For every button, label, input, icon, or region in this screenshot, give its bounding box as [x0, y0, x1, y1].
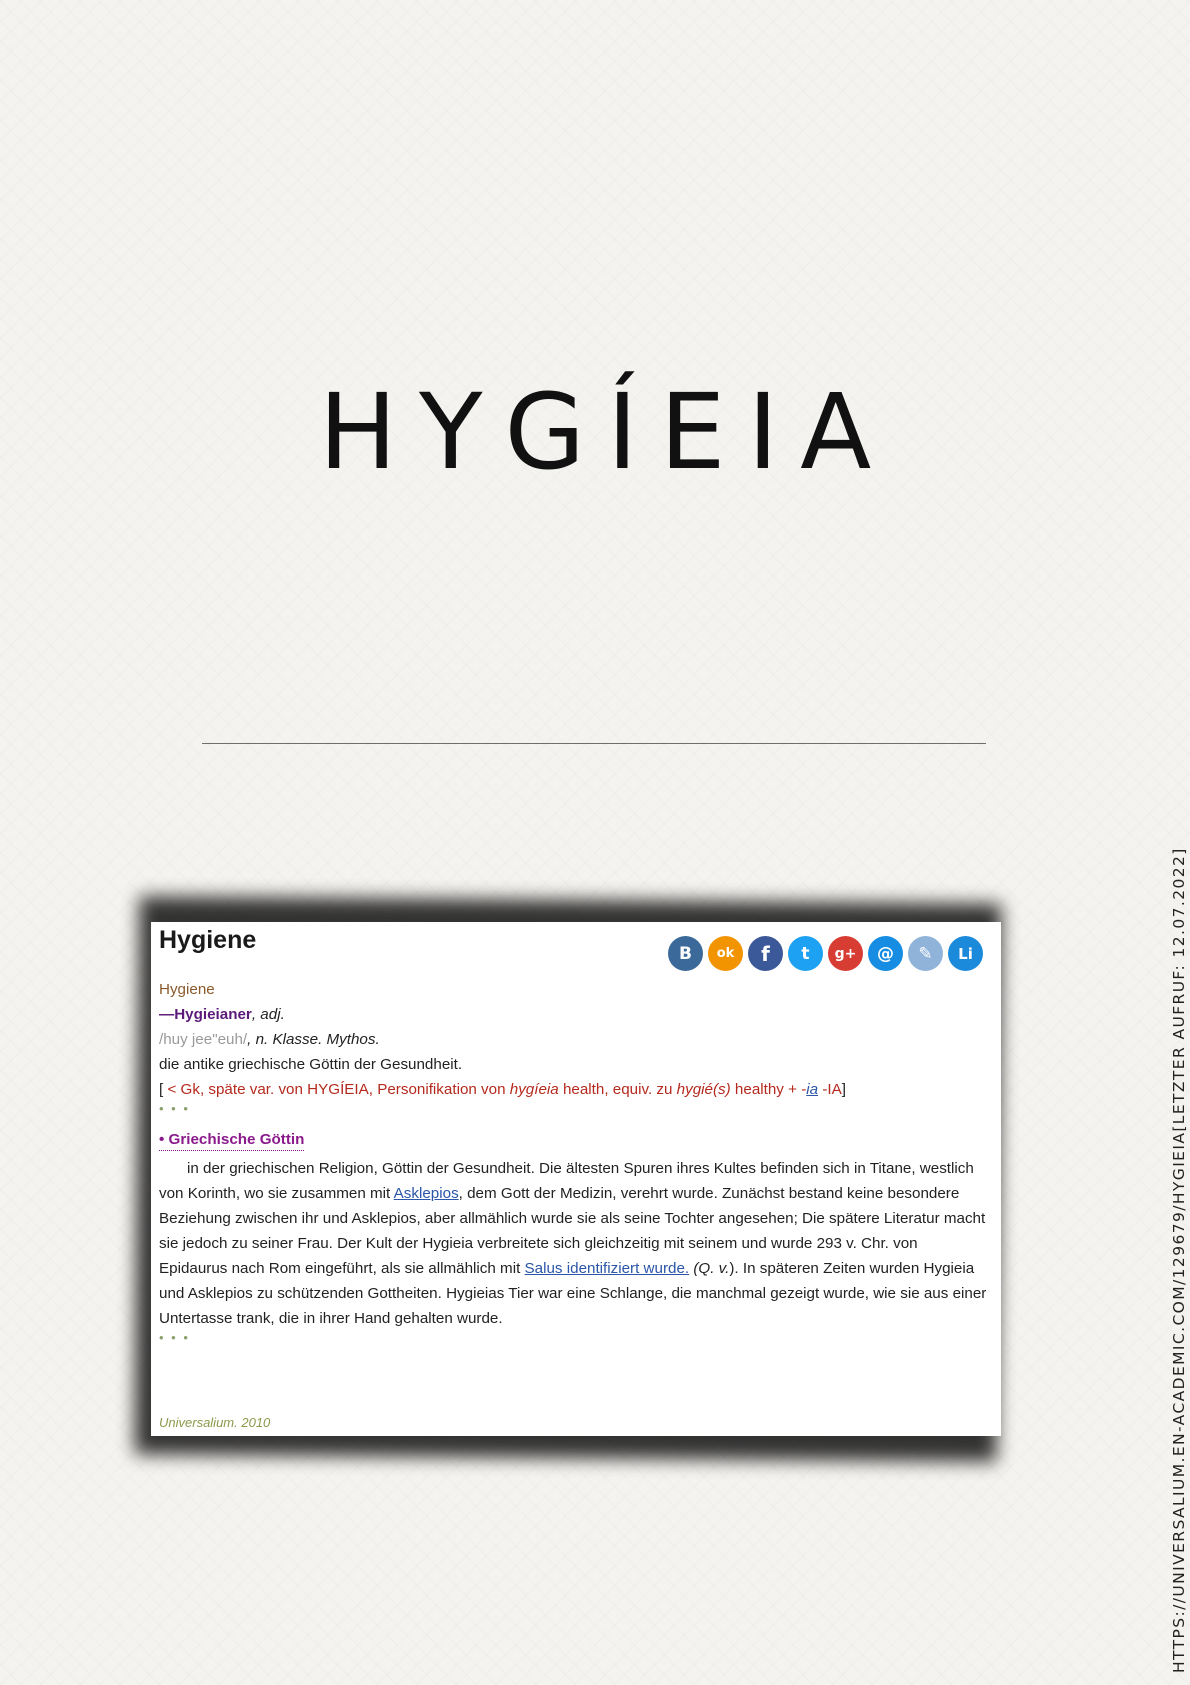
more-dots: • • • [159, 1101, 190, 1116]
social-share-bar [668, 936, 983, 971]
body-qv: (Q. v. [693, 1260, 730, 1277]
derivative: —Hygieianer [159, 1006, 252, 1023]
etym-hygie: hygié(s) [676, 1081, 731, 1098]
vk-icon[interactable]: B [668, 936, 703, 971]
etym-open: [ [159, 1081, 164, 1098]
pron-info: , n. Klasse. Mythos. [247, 1031, 380, 1048]
etym-text-3: healthy + - [730, 1081, 807, 1098]
etym-text-1: < Gk, späte var. von HYGÍEIA, Personifikation von [163, 1081, 510, 1098]
etymology [159, 1077, 989, 1102]
source-citation: Universalium. 2010 [159, 1415, 271, 1430]
google-plus-icon[interactable]: g+ [828, 936, 863, 971]
more-dots-2: • • • [159, 1330, 190, 1345]
document-title: HYGÍEIA [318, 371, 894, 493]
odnoklassniki-icon[interactable]: ok [708, 936, 743, 971]
pronunciation-line [159, 1027, 989, 1052]
etym-text-4: -IA [818, 1081, 842, 1098]
etym-text-2: health, equiv. zu [558, 1081, 677, 1098]
body-paragraph [159, 1156, 989, 1331]
source-url: HTTPS://UNIVERSALIUM.EN-ACADEMIC.COM/129679/HYGIEIA[LETZTER AUFRUF: 12.07.2022] [1170, 847, 1188, 1673]
etym-close: ] [841, 1081, 846, 1098]
pronunciation: /huy jee"euh/ [159, 1031, 248, 1048]
asklepios-link[interactable]: Asklepios [393, 1185, 459, 1202]
livejournal-icon[interactable]: ✎ [908, 936, 943, 971]
embedded-screenshot [151, 922, 1001, 1436]
ia-link[interactable]: ia [806, 1081, 819, 1098]
derivative-line [159, 1002, 989, 1027]
definition: die antike griechische Göttin der Gesundheit. [159, 1056, 463, 1073]
entry-title: Hygiene [159, 926, 257, 954]
body-text-1: in der griechischen Religion, Göttin der Gesundheit. Die ältesten Spuren ihres Kultes befinden sich in Titane, westlich von Korinth, wo sie zusammen mit [159, 1160, 974, 1202]
twitter-icon[interactable]: t [788, 936, 823, 971]
divider [202, 743, 986, 744]
body-text-2: , dem Gott der Medizin, verehrt wurde. Zunächst bestand keine besondere Beziehung zwischen ihr und Asklepios, aber allmählich wurde sie als seine Tochter angesehen; Die spätere Literatur macht sie jedoch zu seiner Frau. Der Kult der Hygieia verbreitete sich gleichzeitig mit seinem und wurde 293 v. Chr. von Epidaurus nach Rom eingeführt, als sie allmählich mit [159, 1185, 986, 1277]
facebook-icon[interactable]: f [748, 936, 783, 971]
mail-icon[interactable]: @ [868, 936, 903, 971]
dictionary-entry [159, 977, 989, 1345]
salus-link[interactable]: Salus identifiziert wurde. [524, 1260, 690, 1277]
body-text-3: ). In späteren Zeiten wurden Hygieia und Asklepios zu schützenden Gottheiten. Hygieias Tier war eine Schlange, die manchmal gezeigt wurde, wie sie aus einer Untertasse trank, die in ihrer Hand gehalten wurde. [159, 1260, 987, 1327]
derivative-pos: , adj. [251, 1006, 285, 1023]
liveinternet-icon[interactable]: Li [948, 936, 983, 971]
section-heading: • Griechische Göttin [159, 1130, 304, 1151]
headword: Hygiene [159, 981, 215, 998]
etym-hygieia: hygíeia [509, 1081, 559, 1098]
